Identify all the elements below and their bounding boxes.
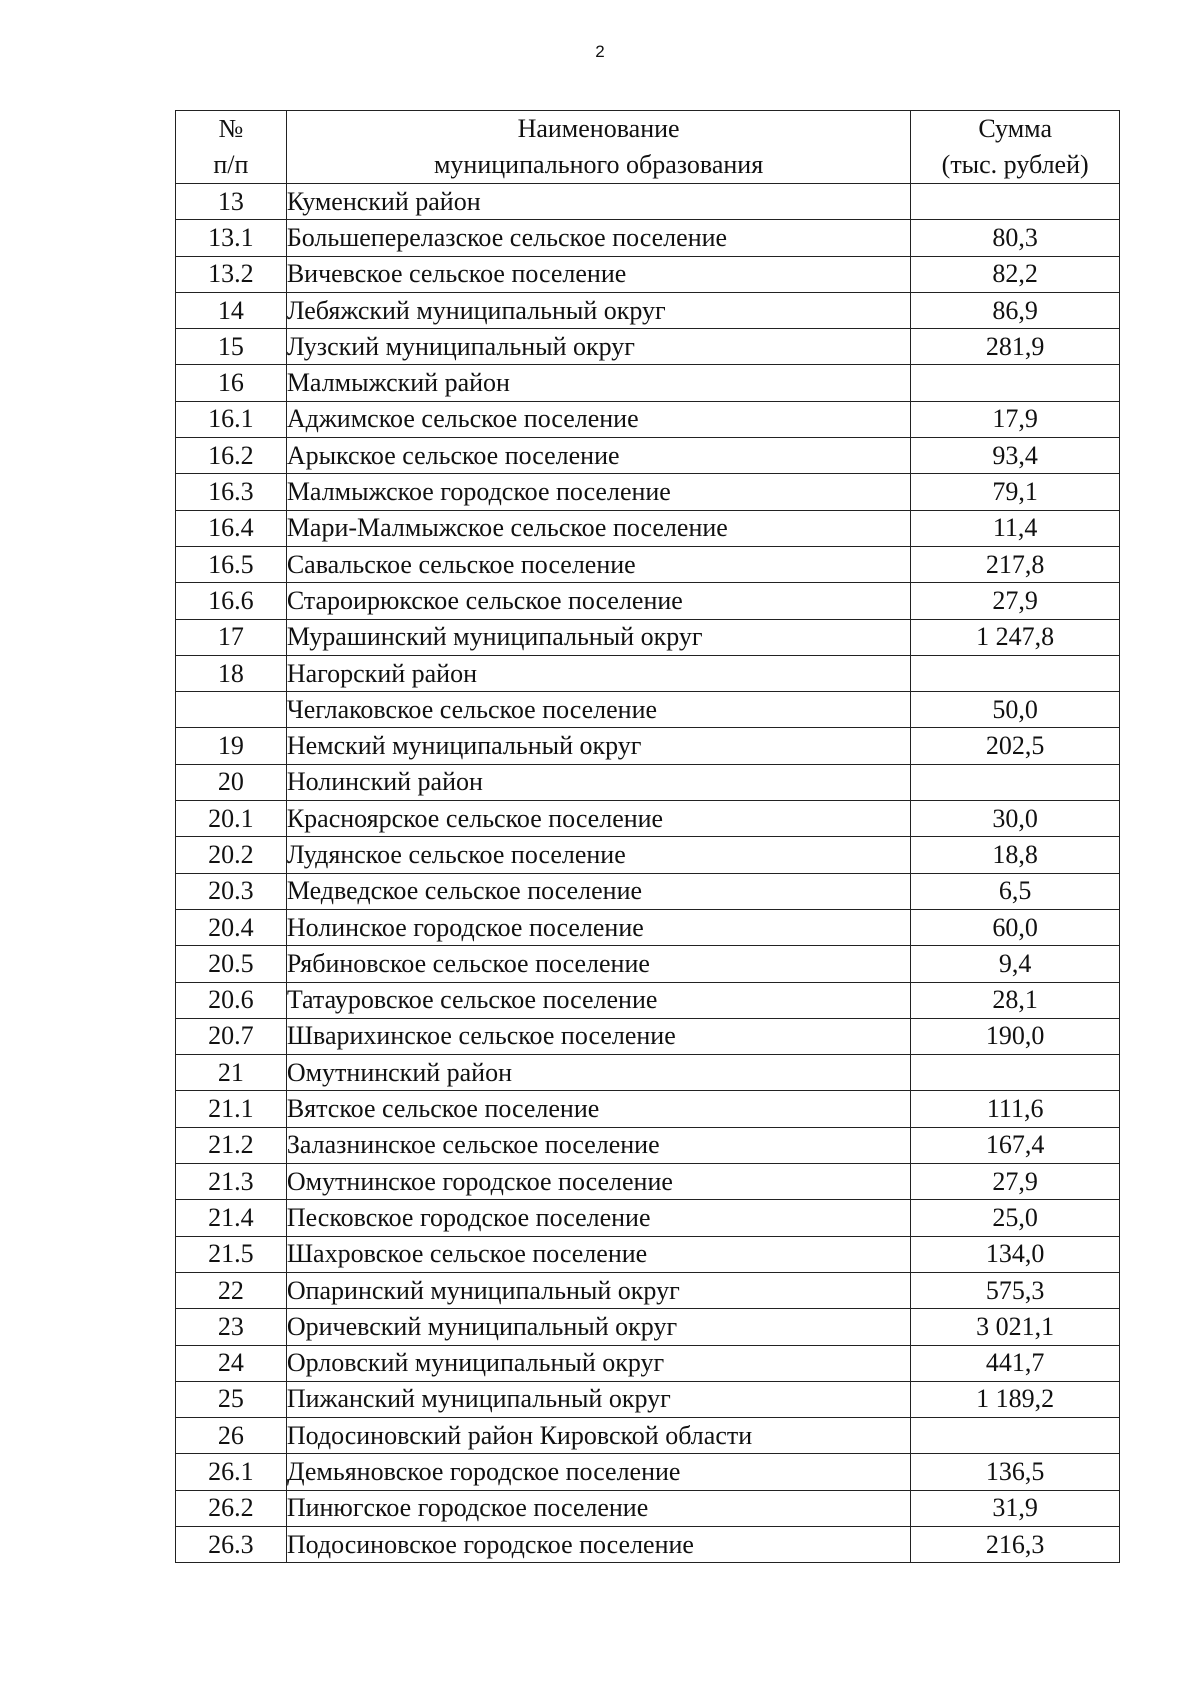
table-row <box>176 1236 1120 1272</box>
row-sum-cell: 28,1 <box>911 982 1120 1018</box>
row-sum-cell: 9,4 <box>911 946 1120 982</box>
row-name-cell: Чеглаковское сельское поселение <box>286 692 911 728</box>
row-sum-cell <box>911 184 1120 220</box>
row-sum-cell: 575,3 <box>911 1272 1120 1308</box>
table-row <box>176 801 1120 837</box>
row-sum-cell <box>911 655 1120 691</box>
table-row <box>176 329 1120 365</box>
row-name-cell: Орловский муниципальный округ <box>286 1345 911 1381</box>
row-number-cell: 22 <box>176 1272 287 1308</box>
row-number-cell: 21 <box>176 1055 287 1091</box>
table-row <box>176 1018 1120 1054</box>
row-number-cell: 21.2 <box>176 1127 287 1163</box>
table-row <box>176 1164 1120 1200</box>
header-name <box>286 111 911 184</box>
row-number-cell: 17 <box>176 619 287 655</box>
table-row <box>176 1055 1120 1091</box>
row-number-cell: 20 <box>176 764 287 800</box>
row-number-cell: 16.2 <box>176 438 287 474</box>
table-row <box>176 1127 1120 1163</box>
row-name-cell: Лузский муниципальный округ <box>286 329 911 365</box>
row-name-cell: Опаринский муниципальный округ <box>286 1272 911 1308</box>
row-sum-cell: 167,4 <box>911 1127 1120 1163</box>
row-sum-cell: 1 189,2 <box>911 1381 1120 1417</box>
row-number-cell: 16.5 <box>176 546 287 582</box>
row-sum-cell <box>911 365 1120 401</box>
table-row <box>176 583 1120 619</box>
table-row <box>176 1418 1120 1454</box>
table-header-row <box>176 111 1120 184</box>
row-sum-cell: 31,9 <box>911 1490 1120 1526</box>
row-number-cell: 26 <box>176 1418 287 1454</box>
row-sum-cell: 1 247,8 <box>911 619 1120 655</box>
row-name-cell: Лебяжский муниципальный округ <box>286 292 911 328</box>
row-number-cell: 20.2 <box>176 837 287 873</box>
table-row <box>176 401 1120 437</box>
row-sum-cell: 27,9 <box>911 1164 1120 1200</box>
row-name-cell: Лудянское сельское поселение <box>286 837 911 873</box>
row-name-cell: Мари-Малмыжское сельское поселение <box>286 510 911 546</box>
table-row <box>176 692 1120 728</box>
row-sum-cell <box>911 764 1120 800</box>
table-row <box>176 1200 1120 1236</box>
header-number-line1: № <box>218 114 244 143</box>
row-sum-cell: 441,7 <box>911 1345 1120 1381</box>
row-name-cell: Аджимское сельское поселение <box>286 401 911 437</box>
row-sum-cell: 25,0 <box>911 1200 1120 1236</box>
row-sum-cell <box>911 1055 1120 1091</box>
row-sum-cell: 27,9 <box>911 583 1120 619</box>
table-row <box>176 1345 1120 1381</box>
table-row <box>176 728 1120 764</box>
row-name-cell: Нагорский район <box>286 655 911 691</box>
table-row <box>176 220 1120 256</box>
row-name-cell: Татауровское сельское поселение <box>286 982 911 1018</box>
row-name-cell: Рябиновское сельское поселение <box>286 946 911 982</box>
table-row <box>176 909 1120 945</box>
table-row <box>176 365 1120 401</box>
row-number-cell: 13.1 <box>176 220 287 256</box>
table-row <box>176 1526 1120 1562</box>
row-number-cell: 16.6 <box>176 583 287 619</box>
table-row <box>176 474 1120 510</box>
row-number-cell: 23 <box>176 1309 287 1345</box>
table-row <box>176 1381 1120 1417</box>
table-row <box>176 256 1120 292</box>
row-sum-cell: 11,4 <box>911 510 1120 546</box>
row-number-cell: 25 <box>176 1381 287 1417</box>
row-number-cell: 21.5 <box>176 1236 287 1272</box>
table-row <box>176 1091 1120 1127</box>
page-number: 2 <box>595 42 605 61</box>
row-number-cell: 21.3 <box>176 1164 287 1200</box>
row-name-cell: Малмыжское городское поселение <box>286 474 911 510</box>
row-name-cell: Медведское сельское поселение <box>286 873 911 909</box>
row-number-cell: 18 <box>176 655 287 691</box>
row-name-cell: Нолинский район <box>286 764 911 800</box>
row-name-cell: Немский муниципальный округ <box>286 728 911 764</box>
row-number-cell: 16 <box>176 365 287 401</box>
row-number-cell: 13.2 <box>176 256 287 292</box>
row-number-cell: 16.4 <box>176 510 287 546</box>
row-number-cell: 21.4 <box>176 1200 287 1236</box>
row-sum-cell: 111,6 <box>911 1091 1120 1127</box>
row-number-cell: 14 <box>176 292 287 328</box>
header-sum-line2: (тыс. рублей) <box>941 150 1089 179</box>
row-name-cell: Вичевское сельское поселение <box>286 256 911 292</box>
row-sum-cell: 79,1 <box>911 474 1120 510</box>
row-number-cell: 20.4 <box>176 909 287 945</box>
row-number-cell: 20.1 <box>176 801 287 837</box>
row-number-cell: 16.3 <box>176 474 287 510</box>
header-number-line2: п/п <box>213 150 249 179</box>
table-row <box>176 292 1120 328</box>
row-name-cell: Вятское сельское поселение <box>286 1091 911 1127</box>
row-number-cell: 24 <box>176 1345 287 1381</box>
row-name-cell: Пижанский муниципальный округ <box>286 1381 911 1417</box>
row-sum-cell: 136,5 <box>911 1454 1120 1490</box>
row-name-cell: Мурашинский муниципальный округ <box>286 619 911 655</box>
row-number-cell: 21.1 <box>176 1091 287 1127</box>
header-name-line1: Наименование <box>517 114 680 143</box>
row-name-cell: Оричевский муниципальный округ <box>286 1309 911 1345</box>
table-row <box>176 438 1120 474</box>
row-name-cell: Подосиновское городское поселение <box>286 1526 911 1562</box>
row-name-cell: Демьяновское городское поселение <box>286 1454 911 1490</box>
row-name-cell: Савальское сельское поселение <box>286 546 911 582</box>
table-row <box>176 946 1120 982</box>
row-name-cell: Большеперелазское сельское поселение <box>286 220 911 256</box>
table-row <box>176 1490 1120 1526</box>
budget-table <box>175 110 1120 1563</box>
row-sum-cell: 50,0 <box>911 692 1120 728</box>
row-sum-cell: 18,8 <box>911 837 1120 873</box>
row-number-cell <box>176 692 287 728</box>
row-sum-cell: 216,3 <box>911 1526 1120 1562</box>
row-sum-cell: 6,5 <box>911 873 1120 909</box>
table-row <box>176 1272 1120 1308</box>
row-name-cell: Нолинское городское поселение <box>286 909 911 945</box>
table-row <box>176 982 1120 1018</box>
row-sum-cell: 17,9 <box>911 401 1120 437</box>
row-sum-cell: 134,0 <box>911 1236 1120 1272</box>
row-number-cell: 20.6 <box>176 982 287 1018</box>
row-number-cell: 20.3 <box>176 873 287 909</box>
row-name-cell: Малмыжский район <box>286 365 911 401</box>
row-name-cell: Пинюгское городское поселение <box>286 1490 911 1526</box>
row-sum-cell: 30,0 <box>911 801 1120 837</box>
row-name-cell: Подосиновский район Кировской области <box>286 1418 911 1454</box>
table-row <box>176 764 1120 800</box>
row-name-cell: Шахровское сельское поселение <box>286 1236 911 1272</box>
row-sum-cell: 202,5 <box>911 728 1120 764</box>
row-number-cell: 13 <box>176 184 287 220</box>
row-sum-cell: 80,3 <box>911 220 1120 256</box>
row-name-cell: Красноярское сельское поселение <box>286 801 911 837</box>
row-name-cell: Староирюкское сельское поселение <box>286 583 911 619</box>
table-row <box>176 655 1120 691</box>
row-number-cell: 26.2 <box>176 1490 287 1526</box>
row-name-cell: Песковское городское поселение <box>286 1200 911 1236</box>
row-name-cell: Омутнинский район <box>286 1055 911 1091</box>
row-number-cell: 19 <box>176 728 287 764</box>
header-number <box>176 111 287 184</box>
table-body <box>176 184 1120 1563</box>
table-row <box>176 619 1120 655</box>
row-name-cell: Залазнинское сельское поселение <box>286 1127 911 1163</box>
row-number-cell: 16.1 <box>176 401 287 437</box>
table-row <box>176 1309 1120 1345</box>
table-row <box>176 837 1120 873</box>
row-sum-cell: 93,4 <box>911 438 1120 474</box>
row-number-cell: 20.7 <box>176 1018 287 1054</box>
row-name-cell: Арыкское сельское поселение <box>286 438 911 474</box>
row-number-cell: 15 <box>176 329 287 365</box>
row-sum-cell: 3 021,1 <box>911 1309 1120 1345</box>
row-sum-cell: 82,2 <box>911 256 1120 292</box>
row-name-cell: Куменский район <box>286 184 911 220</box>
header-sum-line1: Сумма <box>978 114 1052 143</box>
row-sum-cell <box>911 1418 1120 1454</box>
row-number-cell: 20.5 <box>176 946 287 982</box>
row-name-cell: Омутнинское городское поселение <box>286 1164 911 1200</box>
row-name-cell: Шварихинское сельское поселение <box>286 1018 911 1054</box>
table-row <box>176 1454 1120 1490</box>
row-number-cell: 26.1 <box>176 1454 287 1490</box>
table-row <box>176 184 1120 220</box>
row-sum-cell: 60,0 <box>911 909 1120 945</box>
header-name-line2: муниципального образования <box>433 150 764 179</box>
table-row <box>176 510 1120 546</box>
row-sum-cell: 86,9 <box>911 292 1120 328</box>
table-row <box>176 546 1120 582</box>
table-row <box>176 873 1120 909</box>
row-sum-cell: 281,9 <box>911 329 1120 365</box>
row-number-cell: 26.3 <box>176 1526 287 1562</box>
row-sum-cell: 217,8 <box>911 546 1120 582</box>
row-sum-cell: 190,0 <box>911 1018 1120 1054</box>
header-sum <box>911 111 1120 184</box>
